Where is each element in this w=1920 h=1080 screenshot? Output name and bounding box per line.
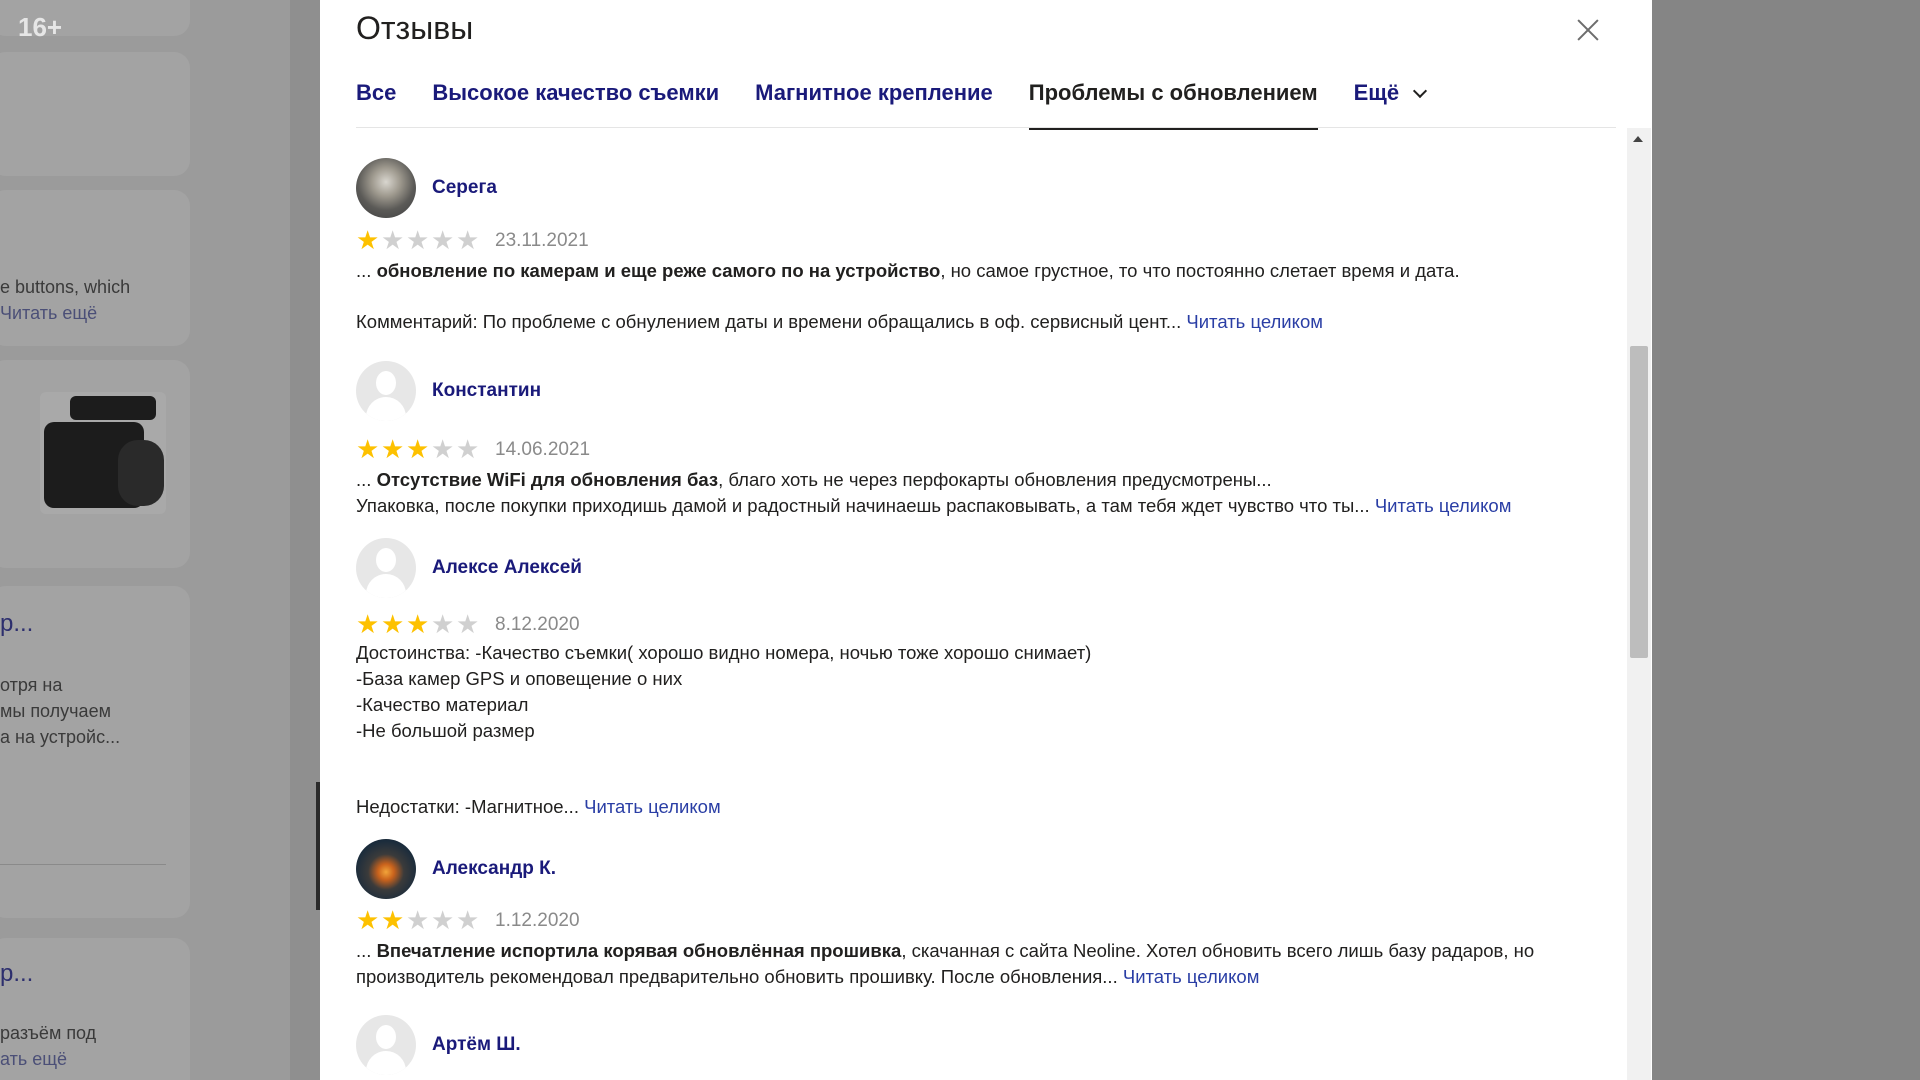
review-text bbox=[356, 964, 1616, 990]
star-icon: ★ bbox=[456, 226, 480, 256]
review-text: Достоинства: -Качество съемки( хорошо видно номера, ночью тоже хорошо снимает) bbox=[356, 642, 1092, 663]
close-icon[interactable] bbox=[1570, 12, 1606, 48]
highlight-text: Отсутствие WiFi для обновления баз bbox=[376, 469, 719, 490]
product-image[interactable] bbox=[40, 392, 166, 514]
star-icon: ★ bbox=[406, 435, 430, 465]
review-date: 23.11.2021 bbox=[495, 230, 589, 251]
highlight-text: обновление по камерам и еще реже самого по на устройство bbox=[376, 260, 941, 281]
review-date: 8.12.2020 bbox=[495, 614, 580, 635]
review-text: -Не большой размер bbox=[356, 720, 535, 741]
review-author bbox=[356, 158, 1616, 218]
avatar[interactable] bbox=[356, 839, 416, 899]
star-icon: ★ bbox=[431, 435, 455, 465]
star-rating bbox=[356, 908, 481, 934]
text-line: Недостатки: -Магнитное... bbox=[356, 796, 579, 817]
background-strip bbox=[290, 0, 320, 1080]
star-icon: ★ bbox=[381, 906, 405, 936]
review-item bbox=[356, 158, 1616, 335]
star-rating bbox=[356, 612, 481, 638]
author-name[interactable]: Серега bbox=[432, 177, 497, 198]
background-read-more-link[interactable]: ать ещё bbox=[0, 1049, 68, 1069]
tab-more-label: Ещё bbox=[1353, 80, 1400, 105]
star-icon: ★ bbox=[431, 610, 455, 640]
review-author bbox=[356, 1015, 1616, 1075]
text-line: производитель рекомендовал предварительно обновить прошивку. После обновления... bbox=[356, 966, 1118, 987]
background-card-title[interactable]: р... bbox=[0, 960, 34, 987]
background-right bbox=[1652, 0, 1920, 1080]
background-snippet: разъём под bbox=[0, 1023, 97, 1043]
read-more-link[interactable]: Читать целиком bbox=[1122, 966, 1260, 987]
rating-row bbox=[356, 612, 1616, 638]
text-line: Упаковка, после покупки приходишь дамой и радостный начинаешь распаковывать, а там тебя ждет чувство что ты... bbox=[356, 495, 1370, 516]
review-text bbox=[356, 467, 1616, 493]
review-text bbox=[356, 493, 1616, 519]
background-read-more-link[interactable]: Читать ещё bbox=[0, 303, 98, 323]
rating-row bbox=[356, 908, 1616, 934]
tab-high-quality[interactable]: Высокое качество съемки bbox=[432, 80, 720, 105]
camera-mount bbox=[70, 396, 156, 420]
review-text bbox=[356, 938, 1616, 964]
review-comment bbox=[356, 309, 1616, 335]
text-prefix: ... bbox=[356, 469, 377, 490]
background-page bbox=[0, 0, 320, 1080]
chevron-down-icon bbox=[1413, 84, 1427, 98]
review-item bbox=[356, 839, 1616, 990]
review-item bbox=[356, 1015, 1616, 1075]
background-snippet: e buttons, which bbox=[0, 277, 131, 297]
background-snippet: мы получаем bbox=[0, 701, 111, 721]
star-icon: ★ bbox=[406, 226, 430, 256]
star-icon: ★ bbox=[356, 435, 380, 465]
rating-row bbox=[356, 228, 1616, 254]
star-icon: ★ bbox=[431, 906, 455, 936]
author-name[interactable]: Константин bbox=[432, 380, 542, 401]
read-more-link[interactable]: Читать целиком bbox=[1186, 311, 1323, 332]
background-snippet: отря на bbox=[0, 675, 63, 695]
star-icon: ★ bbox=[456, 610, 480, 640]
author-name[interactable]: Алексе Алексей bbox=[432, 557, 582, 578]
text-rest: , благо хоть не через перфокарты обновления предусмотрены... bbox=[718, 469, 1272, 490]
review-text bbox=[356, 258, 1616, 284]
review-filter-tabs bbox=[356, 80, 1461, 128]
reviews-list bbox=[356, 128, 1616, 1080]
review-author bbox=[356, 538, 1616, 598]
avatar[interactable] bbox=[356, 1015, 416, 1075]
star-icon: ★ bbox=[431, 226, 455, 256]
scrollbar[interactable] bbox=[1627, 128, 1651, 1080]
tab-update-problems[interactable]: Проблемы с обновлением bbox=[1029, 80, 1318, 128]
star-icon: ★ bbox=[356, 906, 380, 936]
star-icon: ★ bbox=[381, 226, 405, 256]
background-snippet: а на устройс... bbox=[0, 727, 121, 747]
text-rest: , но самое грустное, то что постоянно слетает время и дата. bbox=[940, 260, 1460, 281]
star-icon: ★ bbox=[406, 610, 430, 640]
review-author bbox=[356, 839, 1616, 899]
age-rating-badge: 16+ bbox=[18, 12, 63, 42]
text-prefix: ... bbox=[356, 260, 377, 281]
scroll-up-arrow-icon[interactable] bbox=[1633, 136, 1643, 142]
comment-text: Комментарий: По проблеме с обнулением даты и времени обращались в оф. сервисный цент... bbox=[356, 311, 1182, 332]
review-date: 14.06.2021 bbox=[495, 439, 591, 460]
star-icon: ★ bbox=[356, 226, 380, 256]
avatar[interactable] bbox=[356, 361, 416, 421]
read-more-link[interactable]: Читать целиком bbox=[1374, 495, 1512, 516]
star-icon: ★ bbox=[356, 610, 380, 640]
star-icon: ★ bbox=[381, 435, 405, 465]
background-card-title[interactable]: р... bbox=[0, 610, 34, 637]
tab-more[interactable] bbox=[1354, 80, 1425, 128]
text-prefix: ... bbox=[356, 940, 377, 961]
review-item bbox=[356, 361, 1616, 519]
review-author bbox=[356, 361, 1616, 421]
review-item bbox=[356, 538, 1616, 820]
tab-all[interactable]: Все bbox=[356, 80, 397, 105]
author-name[interactable]: Артём Ш. bbox=[432, 1034, 521, 1055]
background-card bbox=[0, 52, 190, 176]
reviews-modal bbox=[320, 0, 1652, 1080]
review-date: 1.12.2020 bbox=[495, 910, 580, 931]
review-text: -Качество материал bbox=[356, 694, 529, 715]
text-rest: , скачанная с сайта Neoline. Хотел обновить всего лишь базу радаров, но bbox=[901, 940, 1535, 961]
star-icon: ★ bbox=[456, 906, 480, 936]
star-icon: ★ bbox=[381, 610, 405, 640]
author-name[interactable]: Александр К. bbox=[432, 858, 557, 879]
background-divider bbox=[0, 864, 166, 865]
review-text: -База камер GPS и оповещение о них bbox=[356, 668, 683, 689]
highlight-text: Впечатление испортила корявая обновлённая прошивка bbox=[376, 940, 902, 961]
star-icon: ★ bbox=[456, 435, 480, 465]
star-rating bbox=[356, 228, 481, 254]
scrollbar-thumb[interactable] bbox=[1630, 346, 1648, 658]
tab-magnetic-mount[interactable]: Магнитное крепление bbox=[755, 80, 993, 105]
star-icon: ★ bbox=[406, 906, 430, 936]
camera-lens bbox=[118, 440, 164, 506]
rating-row bbox=[356, 437, 1616, 463]
read-more-link[interactable]: Читать целиком bbox=[584, 796, 721, 817]
avatar[interactable] bbox=[356, 158, 416, 218]
avatar[interactable] bbox=[356, 538, 416, 598]
star-rating bbox=[356, 437, 481, 463]
modal-title: Отзывы bbox=[356, 10, 474, 46]
review-text bbox=[356, 794, 1616, 820]
